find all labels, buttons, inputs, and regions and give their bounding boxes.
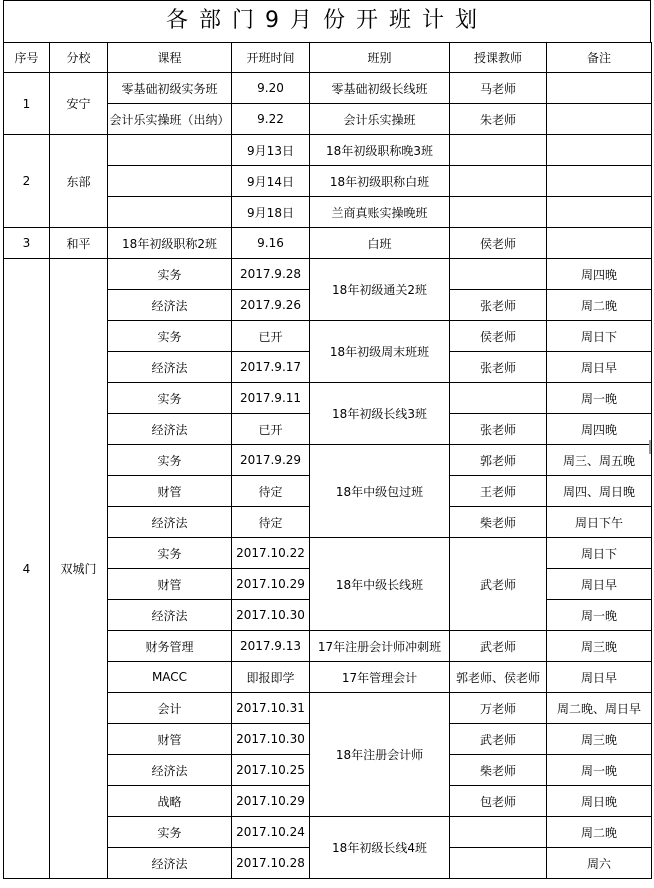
cell-date: 2017.10.25 xyxy=(232,755,310,786)
cell-date: 2017.9.17 xyxy=(232,352,310,383)
cell-class: 17年注册会计师冲刺班 xyxy=(310,631,450,662)
cell-teacher xyxy=(450,259,547,290)
cell-course: MACC xyxy=(108,662,232,693)
cell-class: 会计乐实操班 xyxy=(310,104,450,135)
cell-course xyxy=(108,166,232,197)
cell-teacher xyxy=(450,135,547,166)
scroll-indicator xyxy=(649,440,651,454)
cell-branch: 安宁 xyxy=(50,73,108,135)
cell-date: 9.22 xyxy=(232,104,310,135)
cell-course: 经济法 xyxy=(108,507,232,538)
cell-date: 2017.9.13 xyxy=(232,631,310,662)
cell-seq: 2 xyxy=(4,135,50,228)
table-row xyxy=(4,135,652,166)
cell-course: 实务 xyxy=(108,538,232,569)
cell-class: 18年初级长线4班 xyxy=(310,817,450,879)
cell-course: 经济法 xyxy=(108,600,232,631)
cell-note xyxy=(547,135,652,166)
cell-note xyxy=(547,228,652,259)
cell-class: 18年初级职称白班 xyxy=(310,166,450,197)
cell-note: 周二晚 xyxy=(547,817,652,848)
header-course: 课程 xyxy=(108,43,232,73)
cell-class: 零基础初级长线班 xyxy=(310,73,450,104)
cell-class: 18年中级长线班 xyxy=(310,538,450,631)
cell-note xyxy=(547,104,652,135)
cell-date: 2017.10.30 xyxy=(232,724,310,755)
cell-note: 周四晚 xyxy=(547,414,652,445)
cell-date: 9.16 xyxy=(232,228,310,259)
cell-class: 18年中级包过班 xyxy=(310,445,450,538)
cell-teacher xyxy=(450,197,547,228)
cell-teacher: 武老师 xyxy=(450,724,547,755)
cell-date: 2017.9.28 xyxy=(232,259,310,290)
cell-class: 白班 xyxy=(310,228,450,259)
cell-course: 实务 xyxy=(108,383,232,414)
cell-date: 待定 xyxy=(232,507,310,538)
cell-note: 周日早 xyxy=(547,352,652,383)
cell-date: 9月13日 xyxy=(232,135,310,166)
cell-course: 财管 xyxy=(108,569,232,600)
cell-course xyxy=(108,197,232,228)
cell-course: 实务 xyxy=(108,817,232,848)
cell-course: 18年初级职称2班 xyxy=(108,228,232,259)
table-row xyxy=(4,228,652,259)
cell-course xyxy=(108,135,232,166)
cell-teacher: 万老师 xyxy=(450,693,547,724)
cell-course: 经济法 xyxy=(108,414,232,445)
cell-branch: 东部 xyxy=(50,135,108,228)
cell-note: 周四晚 xyxy=(547,259,652,290)
cell-teacher: 郭老师、侯老师 xyxy=(450,662,547,693)
cell-note: 周日下 xyxy=(547,321,652,352)
cell-note: 周二晚、周日早 xyxy=(547,693,652,724)
cell-note: 周日晚 xyxy=(547,786,652,817)
cell-note: 周四、周日晚 xyxy=(547,476,652,507)
cell-teacher: 郭老师 xyxy=(450,445,547,476)
cell-date: 已开 xyxy=(232,414,310,445)
cell-branch: 双城门 xyxy=(50,259,108,879)
cell-course: 财务管理 xyxy=(108,631,232,662)
cell-note xyxy=(547,197,652,228)
cell-teacher: 朱老师 xyxy=(450,104,547,135)
cell-course: 经济法 xyxy=(108,755,232,786)
cell-note: 周三、周五晚 xyxy=(547,445,652,476)
cell-course: 经济法 xyxy=(108,352,232,383)
cell-date: 9月14日 xyxy=(232,166,310,197)
cell-teacher: 侯老师 xyxy=(450,321,547,352)
cell-teacher: 武老师 xyxy=(450,538,547,631)
cell-note: 周一晚 xyxy=(547,755,652,786)
cell-course: 实务 xyxy=(108,321,232,352)
cell-note: 周一晚 xyxy=(547,383,652,414)
cell-teacher xyxy=(450,817,547,848)
cell-course: 财管 xyxy=(108,476,232,507)
table-row xyxy=(4,259,652,290)
cell-teacher: 柴老师 xyxy=(450,507,547,538)
header-branch: 分校 xyxy=(50,43,108,73)
cell-note: 周六 xyxy=(547,848,652,879)
cell-date: 2017.9.26 xyxy=(232,290,310,321)
cell-note xyxy=(547,166,652,197)
cell-date: 9月18日 xyxy=(232,197,310,228)
cell-note: 周二晚 xyxy=(547,290,652,321)
cell-note: 周三晚 xyxy=(547,631,652,662)
cell-date: 2017.10.30 xyxy=(232,600,310,631)
cell-class: 兰商真账实操晚班 xyxy=(310,197,450,228)
cell-note: 周日下 xyxy=(547,538,652,569)
cell-date: 2017.10.24 xyxy=(232,817,310,848)
cell-date: 2017.10.22 xyxy=(232,538,310,569)
cell-class: 18年初级长线3班 xyxy=(310,383,450,445)
cell-teacher: 柴老师 xyxy=(450,755,547,786)
cell-date: 2017.9.11 xyxy=(232,383,310,414)
cell-date: 即报即学 xyxy=(232,662,310,693)
cell-note xyxy=(547,73,652,104)
page-title: 各部门9月份开班计划 xyxy=(3,0,651,42)
cell-teacher: 武老师 xyxy=(450,631,547,662)
cell-course: 经济法 xyxy=(108,290,232,321)
cell-teacher: 马老师 xyxy=(450,73,547,104)
cell-date: 9.20 xyxy=(232,73,310,104)
cell-course: 零基础初级实务班 xyxy=(108,73,232,104)
table-row xyxy=(4,73,652,104)
cell-teacher: 王老师 xyxy=(450,476,547,507)
cell-date: 2017.10.31 xyxy=(232,693,310,724)
cell-class: 18年初级周末班班 xyxy=(310,321,450,383)
cell-course: 战略 xyxy=(108,786,232,817)
cell-branch: 和平 xyxy=(50,228,108,259)
cell-course: 经济法 xyxy=(108,848,232,879)
cell-teacher xyxy=(450,848,547,879)
cell-note: 周日下午 xyxy=(547,507,652,538)
header-teacher: 授课教师 xyxy=(450,43,547,73)
class-schedule-table xyxy=(3,42,652,879)
header-note: 备注 xyxy=(547,43,652,73)
cell-class: 18年初级职称晚3班 xyxy=(310,135,450,166)
cell-teacher: 张老师 xyxy=(450,352,547,383)
cell-seq: 1 xyxy=(4,73,50,135)
cell-course: 会计 xyxy=(108,693,232,724)
cell-date: 2017.10.28 xyxy=(232,848,310,879)
cell-teacher: 侯老师 xyxy=(450,228,547,259)
cell-date: 2017.10.29 xyxy=(232,786,310,817)
cell-course: 实务 xyxy=(108,445,232,476)
cell-course: 会计乐实操班（出纳） xyxy=(108,104,232,135)
cell-date: 2017.9.29 xyxy=(232,445,310,476)
cell-note: 周日早 xyxy=(547,662,652,693)
cell-teacher xyxy=(450,383,547,414)
cell-class: 18年注册会计师 xyxy=(310,693,450,817)
cell-date: 待定 xyxy=(232,476,310,507)
cell-date: 已开 xyxy=(232,321,310,352)
cell-class: 18年初级通关2班 xyxy=(310,259,450,321)
cell-teacher: 张老师 xyxy=(450,414,547,445)
header-seq: 序号 xyxy=(4,43,50,73)
cell-course: 财管 xyxy=(108,724,232,755)
header-start-date: 开班时间 xyxy=(232,43,310,73)
cell-seq: 3 xyxy=(4,228,50,259)
header-class: 班别 xyxy=(310,43,450,73)
cell-date: 2017.10.29 xyxy=(232,569,310,600)
cell-note: 周日早 xyxy=(547,569,652,600)
cell-note: 周一晚 xyxy=(547,600,652,631)
cell-note: 周三晚 xyxy=(547,724,652,755)
cell-class: 17年管理会计 xyxy=(310,662,450,693)
cell-teacher: 张老师 xyxy=(450,290,547,321)
cell-teacher xyxy=(450,166,547,197)
header-row xyxy=(4,43,652,73)
cell-course: 实务 xyxy=(108,259,232,290)
cell-seq: 4 xyxy=(4,259,50,879)
cell-teacher: 包老师 xyxy=(450,786,547,817)
